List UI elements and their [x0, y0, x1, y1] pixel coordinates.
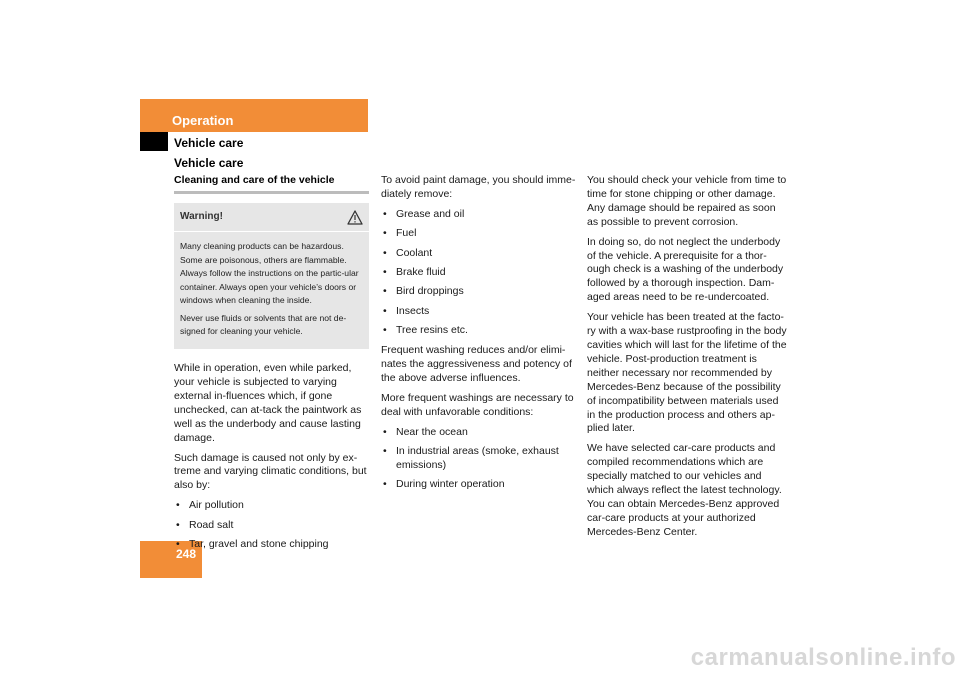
- list-item: • Insects: [381, 305, 577, 319]
- section-title: Vehicle care: [174, 136, 244, 150]
- body-paragraph: To avoid paint damage, you should imme-diately remove:: [381, 174, 576, 200]
- influences-list: [174, 499, 369, 552]
- warning-paragraph: Never use fluids or solvents that are not de-signed for cleaning your vehicle.: [180, 312, 347, 337]
- list-item: • Bird droppings: [381, 285, 577, 299]
- list-item: • Grease and oil: [381, 208, 577, 222]
- warning-triangle-icon: [347, 210, 363, 225]
- list-item: • Tree resins etc.: [381, 324, 577, 338]
- list-item: • Air pollution: [174, 499, 369, 513]
- page-number: 248: [175, 547, 196, 561]
- body-paragraph: Such damage is caused not only by ex-treme and varying climatic conditions, but also by:: [174, 451, 367, 492]
- body-paragraph: Frequent washing reduces and/or elimi-nates the aggressiveness and potency of the above adverse influences.: [381, 344, 572, 384]
- subsection-title: Vehicle care: [174, 156, 244, 170]
- column-2: [381, 174, 577, 498]
- section-marker: [140, 132, 168, 151]
- warning-paragraph: Many cleaning products can be hazardous. Some are poisonous, others are flammable. Always follow the instructions on the partic-ular container. Always open your vehicle’s doors or windows when cleaning the inside.: [180, 240, 359, 306]
- list-item: • Coolant: [381, 247, 577, 261]
- topic-heading: Cleaning and care of the vehicle: [174, 174, 369, 194]
- watermark: carmanualsonline.info: [690, 644, 956, 671]
- list-item: • Near the ocean: [381, 426, 577, 440]
- body-paragraph: Your vehicle has been treated at the facto-ry with a wax-base rustproofing in the body cavities which will last for the lifetime of the vehicle. Post-production treatment is neither necessary nor recommended by Mercedes-Benz because of the possibility of incompatibility between materials used in the production process and others ap-plied later.: [587, 311, 787, 435]
- column-1: [174, 174, 369, 558]
- body-paragraph: In doing so, do not neglect the underbody of the vehicle. A prerequisite for a thor-ough check is a washing of the underbody followed by a thorough inspection. Dam-aged areas need to be re-undercoated.: [587, 235, 784, 304]
- list-item: • Fuel: [381, 227, 577, 241]
- warning-header: [174, 210, 369, 232]
- body-paragraph: While in operation, even while parked, your vehicle is subjected to varying external in-fluences which, if gone unchecked, can at-tack the paintwork as well as the underbody and cause lasting damage.: [174, 362, 362, 444]
- body-paragraph: We have selected car-care products and compiled recommendations which are specially matched to our vehicles and which always reflect the latest technology. You can obtain Mercedes-Benz approved car-care products at your authorized Mercedes-Benz Center.: [587, 442, 782, 538]
- chapter-title: Operation: [172, 113, 234, 128]
- list-item: • Brake fluid: [381, 266, 577, 280]
- warning-body: [180, 240, 363, 339]
- column-3: [587, 174, 787, 546]
- remove-list: [381, 208, 577, 338]
- list-item: • Tar, gravel and stone chipping: [174, 538, 369, 552]
- warning-title: Warning!: [180, 211, 223, 223]
- body-paragraph: You should check your vehicle from time to time for stone chipping or other damage. Any damage should be repaired as soon as possible to prevent corrosion.: [587, 174, 787, 228]
- body-paragraph: More frequent washings are necessary to deal with unfavorable conditions:: [381, 391, 574, 418]
- list-item: • In industrial areas (smoke, exhaust emissions): [381, 445, 577, 473]
- conditions-list: [381, 426, 577, 493]
- warning-box: [174, 203, 369, 349]
- list-item: • Road salt: [174, 519, 369, 533]
- list-item: • During winter operation: [381, 478, 577, 492]
